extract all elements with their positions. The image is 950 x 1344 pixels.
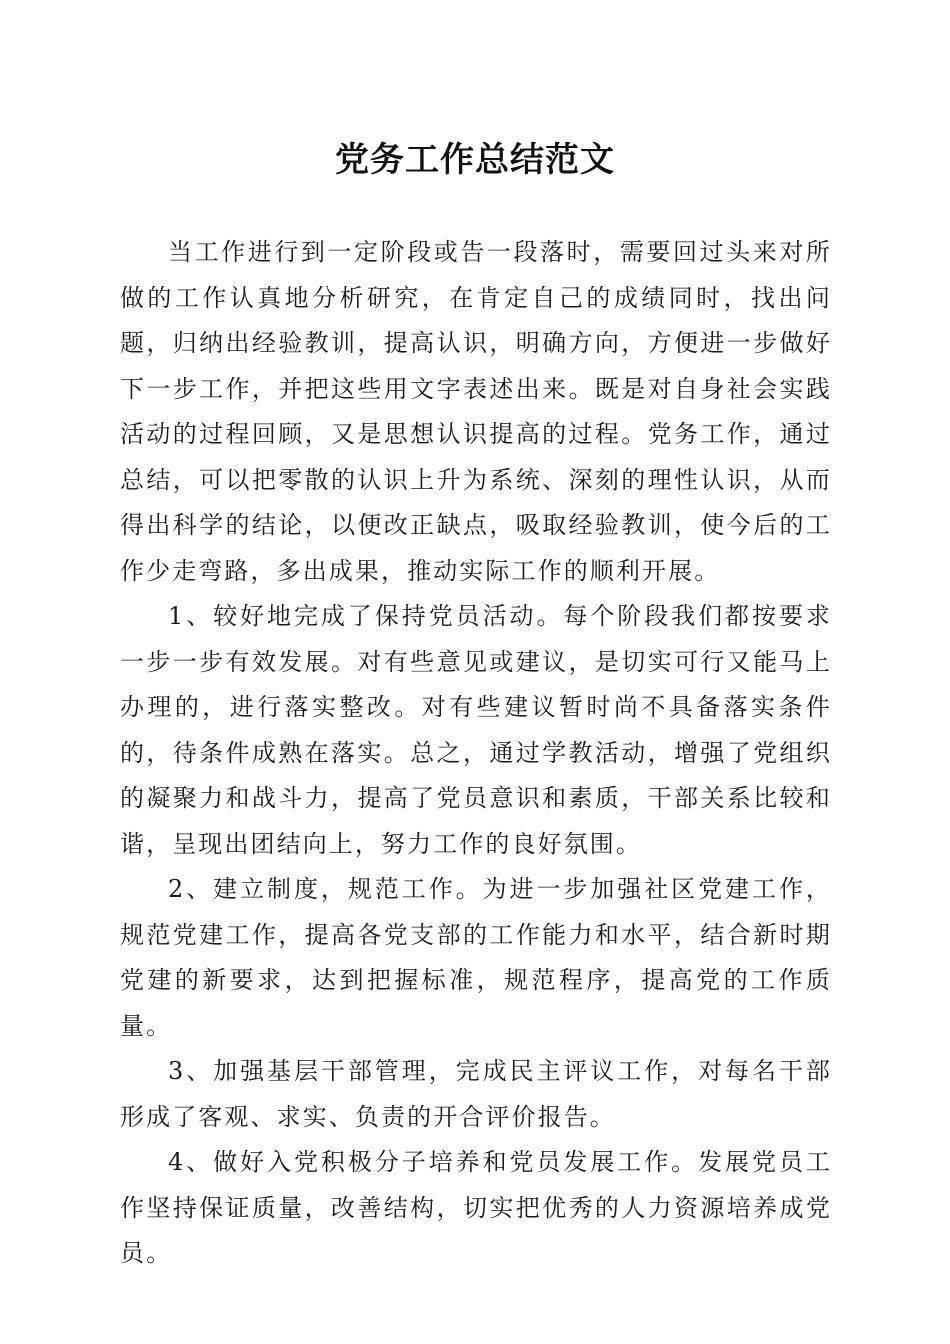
paragraph-item-1: 1、较好地完成了保持党员活动。每个阶段我们都按要求一步一步有效发展。对有些意见或建议，是切实可行又能马上办理的，进行落实整改。对有些建议暂时尚不具备落实条件的，待条件成熟在落实。总之，通过学教活动，增强了党组织的凝聚力和战斗力，提高了党员意识和素质，干部关系比较和谐，呈现出团结向上，努力工作的良好氛围。 [120, 602, 832, 858]
page-title: 党务工作总结范文 [335, 140, 615, 180]
paragraph-item-3: 3、加强基层干部管理，完成民主评议工作，对每名干部形成了客观、求实、负责的开合评价报告。 [120, 1057, 832, 1131]
paragraph-item-4: 4、做好入党积极分子培养和党员发展工作。发展党员工作坚持保证质量，改善结构，切实把优秀的人力资源培养成党员。 [120, 1148, 832, 1267]
document-body [120, 230, 832, 1277]
paragraph-item-2: 2、建立制度，规范工作。为进一步加强社区党建工作，规范党建工作，提高各党支部的工作能力和水平，结合新时期党建的新要求，达到把握标准，规范程序，提高党的工作质量。 [120, 875, 832, 1040]
paragraph-intro: 当工作进行到一定阶段或告一段落时，需要回过头来对所做的工作认真地分析研究，在肯定自己的成绩同时，找出问题，归纳出经验教训，提高认识，明确方向，方便进一步做好下一步工作，并把这些用文字表述出来。既是对自身社会实践活动的过程回顾，又是思想认识提高的过程。党务工作，通过总结，可以把零散的认识上升为系统、深刻的理性认识，从而得出科学的结论，以便改正缺点，吸取经验教训，使今后的工作少走弯路，多出成果，推动实际工作的顺利开展。 [120, 238, 832, 585]
